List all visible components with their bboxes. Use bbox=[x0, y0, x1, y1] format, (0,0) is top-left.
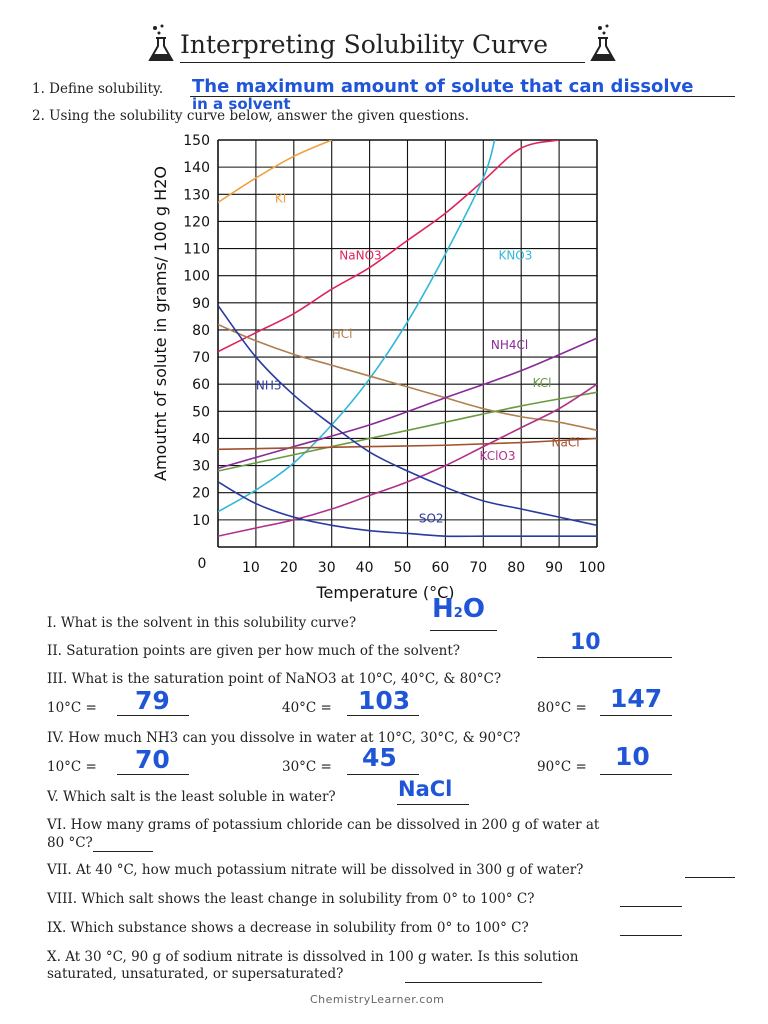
q-ii-answer: 10 bbox=[570, 630, 601, 655]
y-tick-label: 80 bbox=[192, 322, 210, 339]
q-iii-prompt: III. What is the saturation point of NaNO3 at 10°C, 40°C, & 80°C? bbox=[47, 671, 502, 687]
q-viii-blank[interactable] bbox=[620, 892, 682, 907]
x-axis-label: Temperature (°C) bbox=[316, 583, 455, 602]
q-ii-prompt: II. Saturation points are given per how much of the solvent? bbox=[47, 643, 461, 659]
y-tick-label: 30 bbox=[192, 458, 210, 475]
q-x-line2: saturated, unsaturated, or supersaturated? bbox=[47, 966, 344, 982]
x-tick-label: 20 bbox=[279, 560, 298, 576]
curve-label-nh3: NH3 bbox=[255, 378, 282, 393]
q-i-prompt: I. What is the solvent in this solubility curve? bbox=[47, 615, 357, 631]
y-tick-label: 120 bbox=[183, 214, 210, 231]
q-vii-prompt: VII. At 40 °C, how much potassium nitrate will be dissolved in 300 g of water? bbox=[47, 862, 584, 878]
q-viii-prompt: VIII. Which salt shows the least change in solubility from 0° to 100° C? bbox=[47, 891, 535, 907]
x-tick-label: 30 bbox=[317, 560, 336, 576]
curve-label-nano3: NaNO3 bbox=[339, 248, 382, 263]
q1-answer-line2: in a solvent bbox=[192, 95, 291, 113]
curve-label-nh4cl: NH4Cl bbox=[490, 337, 529, 352]
q-iv-label-2: 30°C = bbox=[282, 759, 332, 775]
curve-nano3 bbox=[218, 140, 559, 352]
y-tick-label: 40 bbox=[192, 431, 210, 448]
curve-label-so2: SO2 bbox=[418, 511, 444, 526]
zero-tick-label: 0 bbox=[197, 556, 207, 572]
q-iii-label-2: 40°C = bbox=[282, 700, 332, 716]
q-ii-blank[interactable] bbox=[537, 643, 672, 658]
q-iv-answer-1: 70 bbox=[135, 745, 170, 774]
y-tick-label: 10 bbox=[192, 512, 210, 529]
x-tick-label: 90 bbox=[545, 560, 564, 576]
q2-prompt: 2. Using the solubility curve below, answer the given questions. bbox=[32, 108, 470, 124]
curve-label-kno3: KNO3 bbox=[498, 248, 533, 263]
x-tick-label: 60 bbox=[431, 560, 450, 576]
q-ix-prompt: IX. Which substance shows a decrease in solubility from 0° to 100° C? bbox=[47, 920, 529, 936]
solubility-chart bbox=[140, 130, 620, 605]
y-tick-label: 130 bbox=[183, 187, 210, 204]
q-x-line1: X. At 30 °C, 90 g of sodium nitrate is dissolved in 100 g water. Is this solution bbox=[47, 949, 579, 965]
x-tick-label: 50 bbox=[393, 560, 412, 576]
footer-brand: ChemistryLearner.com bbox=[310, 993, 445, 1006]
flask-icon-left bbox=[146, 24, 176, 64]
curve-label-kclo3: KClO3 bbox=[479, 449, 516, 464]
y-axis-label: Amoutnt of solute in grams/ 100 g H2O bbox=[151, 166, 170, 481]
y-tick-label: 70 bbox=[192, 350, 210, 367]
q-vi-line2: 80 °C? bbox=[47, 835, 93, 851]
q1-prompt: 1. Define solubility. bbox=[32, 81, 164, 97]
x-tick-label: 40 bbox=[355, 560, 374, 576]
curve-label-nacl: NaCl bbox=[551, 435, 580, 450]
q-ix-blank[interactable] bbox=[620, 921, 682, 936]
y-tick-label: 60 bbox=[192, 377, 210, 394]
q-iv-answer-2: 45 bbox=[362, 743, 397, 772]
x-tick-label: 100 bbox=[578, 560, 606, 576]
x-tick-label: 10 bbox=[241, 560, 260, 576]
q-iv-label-3: 90°C = bbox=[537, 759, 587, 775]
q-iii-answer-2: 103 bbox=[358, 686, 411, 715]
curve-label-kcl: KCl bbox=[532, 375, 552, 390]
q-iii-label-3: 80°C = bbox=[537, 700, 587, 716]
y-tick-label: 100 bbox=[183, 268, 210, 285]
y-tick-label: 50 bbox=[192, 404, 210, 421]
q-iii-answer-3: 147 bbox=[610, 684, 663, 713]
q-v-answer: NaCl bbox=[398, 777, 453, 801]
q-v-prompt: V. Which salt is the least soluble in water? bbox=[47, 789, 336, 805]
flask-icon-right bbox=[588, 24, 618, 64]
q-x-blank[interactable] bbox=[405, 968, 542, 983]
page-title: Interpreting Solubility Curve bbox=[180, 30, 549, 59]
q-iv-prompt: IV. How much NH3 can you dissolve in water at 10°C, 30°C, & 90°C? bbox=[47, 730, 521, 746]
y-tick-label: 90 bbox=[192, 295, 210, 312]
curve-label-ki: KI bbox=[274, 191, 287, 206]
q-iii-answer-1: 79 bbox=[135, 686, 170, 715]
q-iv-label-1: 10°C = bbox=[47, 759, 97, 775]
q-vii-blank[interactable] bbox=[685, 863, 735, 878]
y-tick-label: 20 bbox=[192, 485, 210, 502]
q1-answer-line1: The maximum amount of solute that can dissolve bbox=[192, 76, 694, 97]
q-i-answer: H2O bbox=[432, 594, 485, 624]
y-tick-label: 140 bbox=[183, 160, 210, 177]
y-tick-label: 150 bbox=[183, 133, 210, 149]
q-iii-label-1: 10°C = bbox=[47, 700, 97, 716]
q-iv-answer-3: 10 bbox=[615, 742, 650, 771]
x-tick-label: 80 bbox=[507, 560, 526, 576]
x-tick-label: 70 bbox=[469, 560, 488, 576]
q-vi-blank[interactable] bbox=[93, 837, 153, 852]
q-vi-line1: VI. How many grams of potassium chloride can be dissolved in 200 g of water at bbox=[47, 817, 600, 833]
curve-label-hcl: HCl bbox=[331, 327, 353, 342]
y-tick-label: 110 bbox=[183, 241, 210, 258]
title-underline bbox=[180, 62, 585, 63]
